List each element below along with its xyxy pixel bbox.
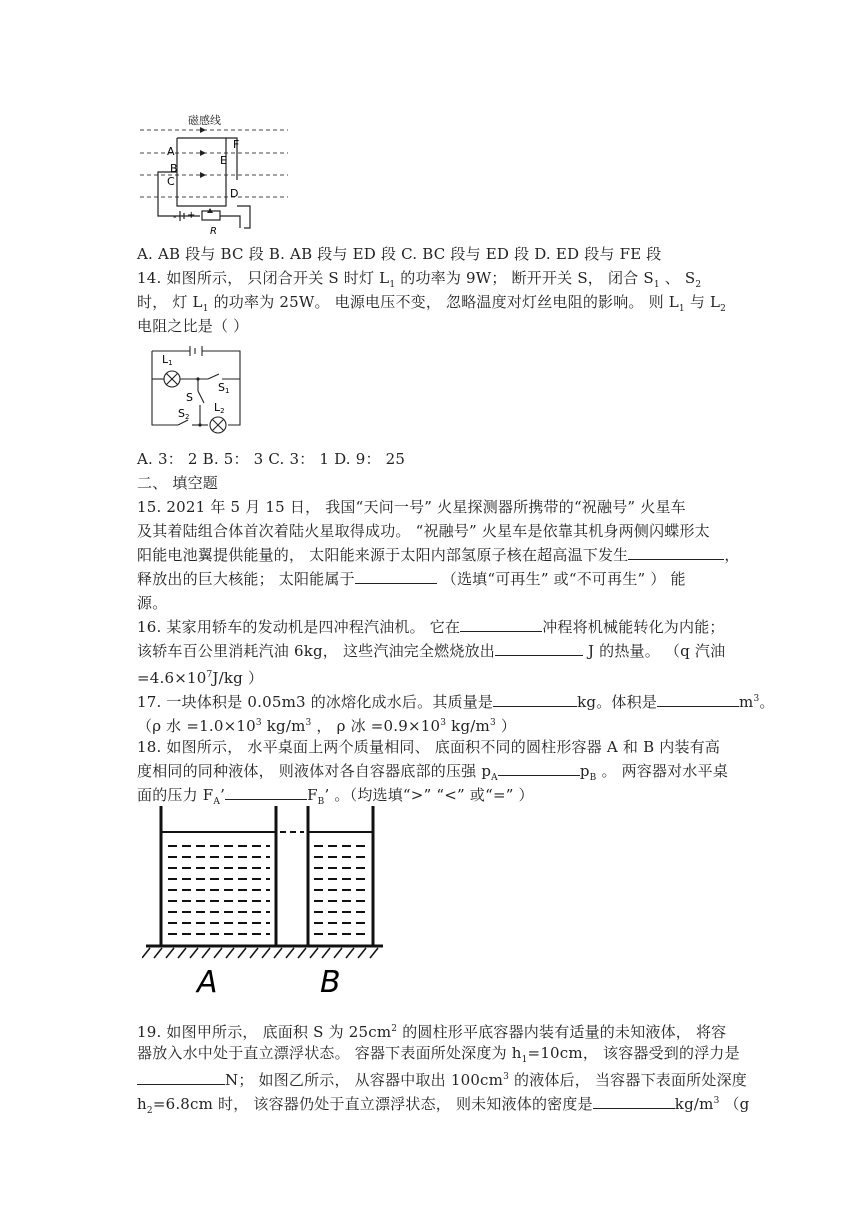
q13-options: A. AB 段与 BC 段 B. AB 段与 ED 段 C. BC 段与 ED 段 D. ED 段与 FE 段 <box>137 245 662 263</box>
q15-line5: 源。 <box>137 594 168 612</box>
q18-line3: 面的压力 $F_A$’ $F_B$’ 。（均选填“>” “<” 或“=” ） <box>137 786 534 807</box>
q16-line2: 该轿车百公里消耗汽油 6kg， 这些汽油完全燃烧放出 J 的热量。 （q 汽油 <box>137 642 726 660</box>
q15-line1: 15. 2021 年 5 月 15 日， 我国“天问一号” 火星探测器所携带的“祝融号” 火星车 <box>137 498 686 516</box>
q14-options: A. 3： 2 B. 5： 3 C. 3： 1 D. 9： 25 <box>137 450 406 468</box>
q16-line3: $=4.6\times 10^7J/kg$ ） <box>137 669 264 687</box>
q17-line2: （ρ 水 $=1.0\times 10^3$ $kg/m^3$ ， ρ 冰 $=0.9\times 10^3$ $kg/m^3$ ） <box>137 717 517 735</box>
label-S: S <box>186 391 193 404</box>
ground-hatch <box>358 948 366 958</box>
answer-blank[interactable] <box>493 692 577 707</box>
answer-blank[interactable] <box>137 1070 225 1085</box>
q15-line2: 及其着陆组合体首次着陆火星取得成功。 “祝融号” 火星车是依靠其机身两侧闪蝶形太 <box>137 522 710 540</box>
label-S2: S2 <box>178 407 190 421</box>
answer-blank[interactable] <box>498 761 580 776</box>
q15-line4: 释放出的巨大核能； 太阳能属于 （选填“可再生” 或“不可再生” ） 能 <box>137 570 686 588</box>
ground-hatch <box>310 948 318 958</box>
label-B: B <box>170 162 178 175</box>
ground-hatch <box>298 948 306 958</box>
ground-hatch <box>286 948 294 958</box>
q14-line1: 14. 如图所示， 只闭合开关 S 时灯 $L_1$ 的功率为 9W； 断开开关 S， 闭合 $S_1$ 、 $S_2$ <box>137 269 702 290</box>
q17-line1: 17. 一块体积是 0.05m3 的冰熔化成水后。其质量是 kg。体积是 $m^3$。 <box>137 693 775 711</box>
label-plus: + <box>187 210 196 221</box>
label-E: E <box>220 154 227 167</box>
label-minus: - <box>173 212 177 223</box>
q19-line4: $h_2=6.8cm$ 时， 该容器仍处于直立漂浮状态， 则未知液体的密度是 $kg/m^3$ （g <box>137 1095 750 1116</box>
answer-blank[interactable] <box>460 617 542 632</box>
q15-line3: 阳能电池翼提供能量的， 太阳能来源于太阳内部氢原子核在超高温下发生 ， <box>137 546 740 564</box>
ground-hatch <box>178 948 186 958</box>
label-A: A <box>167 145 175 158</box>
container-A-label: A <box>197 965 218 1000</box>
ground-hatch <box>214 948 222 958</box>
magnetic-field-figure <box>140 110 300 240</box>
answer-blank[interactable] <box>657 692 739 707</box>
q19-line1: 19. 如图甲所示， 底面积 S 为 $25cm^2$ 的圆柱形平底容器内装有适量的未知液体， 将容 <box>137 1023 727 1041</box>
label-D: D <box>230 187 239 200</box>
answer-blank[interactable] <box>593 1094 675 1109</box>
q16-line1: 16. 某家用轿车的发动机是四冲程汽油机。 它在 冲程将机械能转化为内能； <box>137 618 725 636</box>
ground-hatch <box>166 948 174 958</box>
label-C: C <box>167 175 175 188</box>
label-L1: L1 <box>162 353 173 367</box>
answer-blank[interactable] <box>355 569 437 584</box>
ground-hatch <box>346 948 354 958</box>
ground-hatch <box>154 948 162 958</box>
ground-hatch <box>190 948 198 958</box>
q14-line2: 时， 灯 $L_1$ 的功率为 25W。 电源电压不变， 忽略温度对灯丝电阻的影响。 则 $L_1$ 与 $L_2$ <box>137 293 727 314</box>
ground-hatch <box>226 948 234 958</box>
ground-hatch <box>322 948 330 958</box>
answer-blank[interactable] <box>628 545 724 560</box>
answer-blank[interactable] <box>495 641 583 656</box>
ground-hatch <box>142 948 150 958</box>
label-S1: S1 <box>218 381 230 395</box>
circuit-figure <box>140 343 250 438</box>
container-B-label: B <box>320 965 341 1000</box>
section-heading: 二、 填空题 <box>137 474 218 492</box>
containers-figure <box>142 802 387 1000</box>
q18-line1: 18. 如图所示， 水平桌面上两个质量相同、 底面积不同的圆柱形容器 A 和 B 内装有高 <box>137 738 721 756</box>
ground-hatch <box>250 948 258 958</box>
ground-hatch <box>334 948 342 958</box>
label-L2: L2 <box>214 401 225 415</box>
q18-line2: 度相同的同种液体， 则液体对各自容器底部的压强 $p_A$ $p_B$ 。 两容器对水平桌 <box>137 762 729 783</box>
q19-line2: 器放入水中处于直立漂浮状态。 容器下表面所处深度为 $h_1=10cm$， 该容器受到的浮力是 <box>137 1044 740 1065</box>
answer-blank[interactable] <box>225 785 307 800</box>
ground-hatch <box>274 948 282 958</box>
ground-hatch <box>370 948 378 958</box>
ground-hatch <box>238 948 246 958</box>
q14-line3: 电阻之比是（ ） <box>137 317 249 335</box>
ground-hatch <box>202 948 210 958</box>
label-R: R <box>210 226 217 237</box>
q19-line3: N； 如图乙所示， 从容器中取出 $100cm^3$ 的液体后， 当容器下表面所处深度 <box>137 1066 747 1091</box>
ground-hatch <box>262 948 270 958</box>
field-line-label: 磁感线 <box>188 114 221 127</box>
label-F: F <box>233 138 240 151</box>
